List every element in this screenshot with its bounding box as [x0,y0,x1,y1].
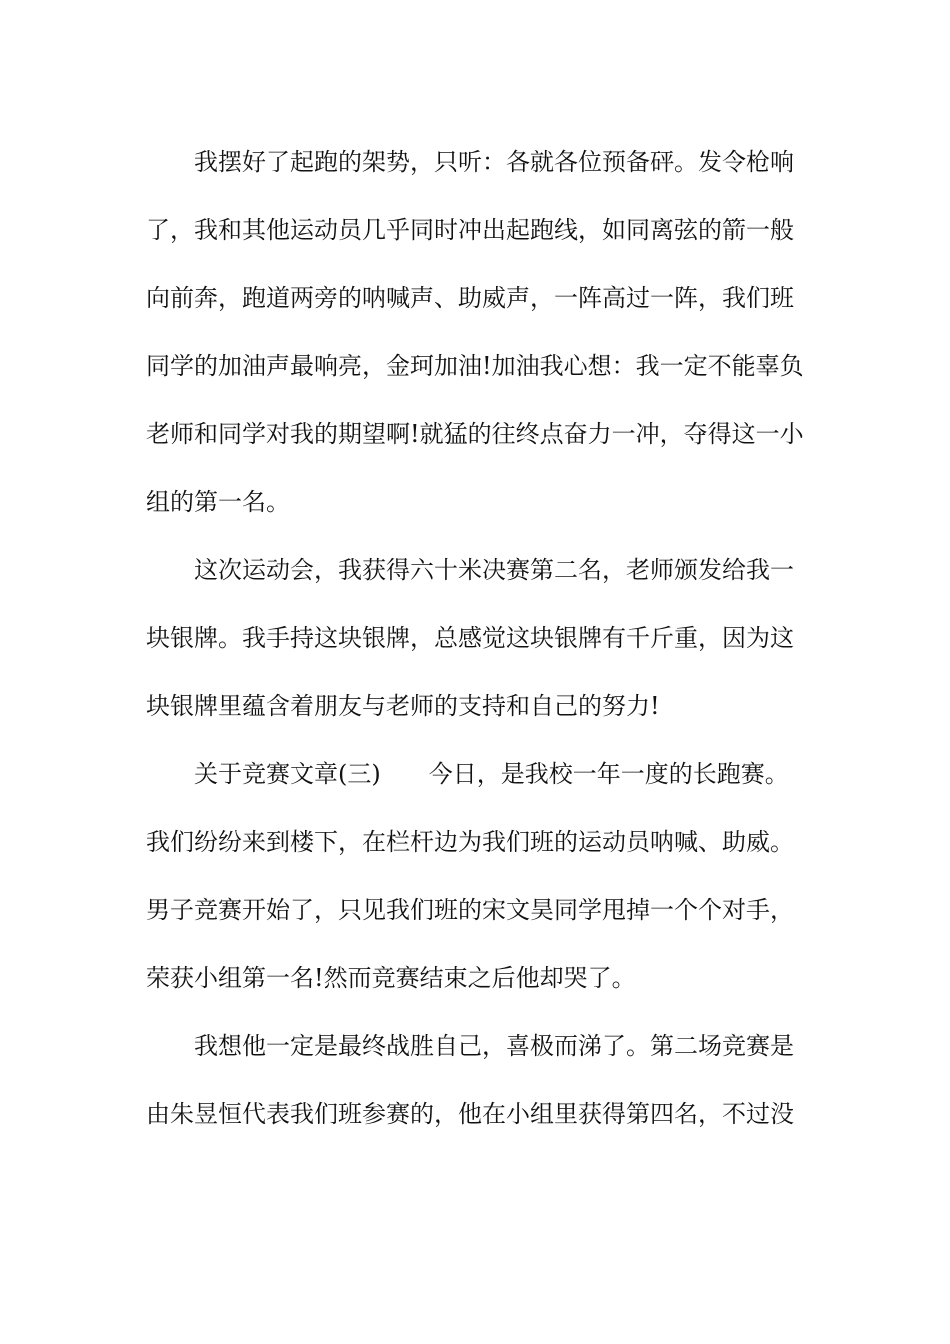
text-line: 今日，是我校一年一度的长跑赛。 [428,760,789,788]
text-line: 我们纷纷来到楼下，在栏杆边为我们班的运动员呐喊、助威。 [146,828,794,856]
text-line: 我想他一定是最终战胜自己，喜极而涕了。第二场竞赛是 [194,1032,794,1060]
text-line: 块银牌里蕴含着朋友与老师的支持和自己的努力! [146,692,660,720]
text-line: 老师和同学对我的期望啊!就猛的往终点奋力一冲，夺得这一小 [146,420,804,448]
text-line: 由朱昱恒代表我们班参赛的，他在小组里获得第四名，不过没 [146,1100,794,1128]
text-line: 我摆好了起跑的架势，只听：各就各位预备砰。发令枪响 [194,148,794,176]
text-line: 这次运动会，我获得六十米决赛第二名，老师颁发给我一 [194,556,794,584]
text-line: 组的第一名。 [146,488,290,516]
text-line: 男子竞赛开始了，只见我们班的宋文昊同学甩掉一个个对手， [146,896,794,924]
text-line: 了，我和其他运动员几乎同时冲出起跑线，如同离弦的箭一般 [146,216,794,244]
section-heading-line [146,740,806,808]
document-body [146,128,806,1148]
section-heading: 关于竞赛文章(三) [194,760,381,788]
text-line: 块银牌。我手持这块银牌，总感觉这块银牌有千斤重，因为这 [146,624,794,652]
text-line: 向前奔，跑道两旁的呐喊声、助威声，一阵高过一阵，我们班 [146,284,794,312]
text-line: 同学的加油声最响亮，金珂加油!加油我心想：我一定不能辜负 [146,352,804,380]
text-line: 荣获小组第一名!然而竞赛结束之后他却哭了。 [146,964,636,992]
